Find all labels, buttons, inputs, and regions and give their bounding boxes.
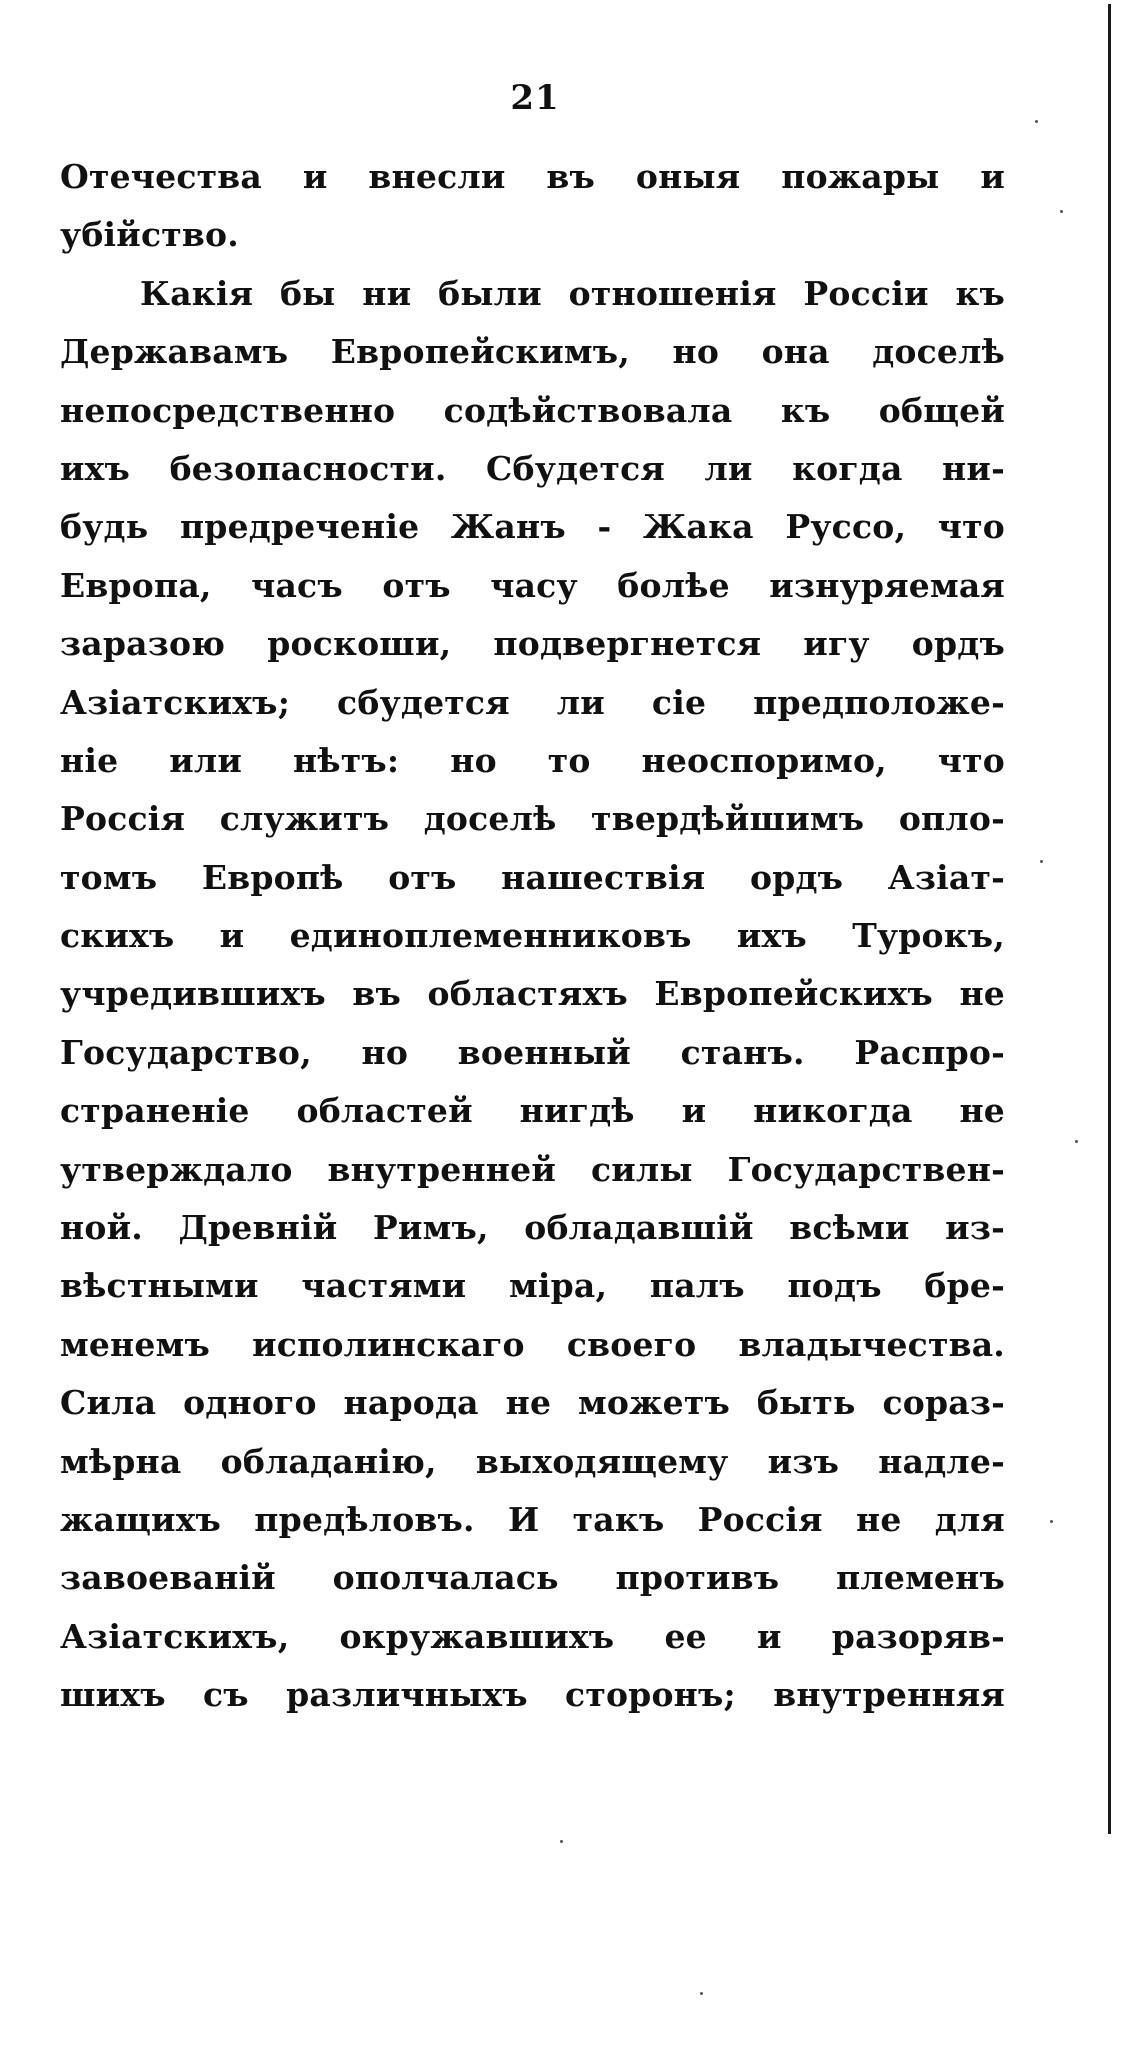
text-line: скихъ и единоплеменниковъ ихъ Турокъ, <box>60 916 1005 956</box>
scan-speck <box>1060 210 1063 213</box>
text-line: Азіатскихъ; сбудется ли сіе предположе- <box>60 682 1005 722</box>
text-line: Державамъ Европейскимъ, но она доселѣ <box>60 332 1005 372</box>
text-line: Россія служитъ доселѣ твердѣйшимъ опло- <box>60 799 1005 839</box>
page-edge-rule <box>1108 4 1111 1834</box>
text-line: менемъ исполинскаго своего владычества. <box>60 1324 1005 1364</box>
text-line: ніе или нѣтъ: но то неоспоримо, что <box>60 740 1005 780</box>
text-line: Какія бы ни были отношенія Россіи къ <box>140 273 1005 313</box>
text-line: заразою роскоши, подвергнется игу ордъ <box>60 624 1005 664</box>
text-line: ихъ безопасности. Сбудется ли когда ни- <box>60 448 1005 488</box>
text-line: мѣрна обладанію, выходящему изъ надле- <box>60 1441 1005 1481</box>
scan-speck <box>700 1992 703 1995</box>
body-text <box>60 148 1005 1725</box>
text-line: завоеваній ополчалась противъ племенъ <box>60 1558 1005 1598</box>
scan-speck <box>1040 860 1043 863</box>
text-line: ной. Древній Римъ, обладавшій всѣми из- <box>60 1208 1005 1248</box>
text-line: непосредственно содѣйствовала къ общей <box>60 390 1005 430</box>
page-number: 21 <box>510 78 560 118</box>
text-line: шихъ съ различныхъ сторонъ; внутренняя <box>60 1675 1005 1715</box>
text-line: Сила одного народа не можетъ быть сораз- <box>60 1383 1005 1423</box>
text-line: утверждало внутренней силы Государствен- <box>60 1149 1005 1189</box>
text-line: томъ Европѣ отъ нашествія ордъ Азіат- <box>60 857 1005 897</box>
scan-speck <box>1050 1520 1053 1523</box>
text-line: вѣстными частями міра, палъ подъ бре- <box>60 1266 1005 1306</box>
text-line: Европа, часъ отъ часу болѣе изнуряемая <box>60 565 1005 605</box>
text-line: жащихъ предѣловъ. И такъ Россія не для <box>60 1499 1005 1539</box>
text-line: Отечества и внесли въ оныя пожары и <box>60 157 1005 196</box>
scan-speck <box>560 1840 563 1843</box>
text-line: будь предреченіе Жанъ - Жака Руссо, что <box>60 507 1005 547</box>
text-line: учредившихъ въ областяхъ Европейскихъ не <box>60 974 1005 1014</box>
text-line: страненіе областей нигдѣ и никогда не <box>60 1091 1005 1131</box>
text-line: убійство. <box>60 215 239 255</box>
text-line: Азіатскихъ, окружавшихъ ее и разоряв- <box>60 1616 1005 1656</box>
scan-speck <box>1075 1140 1078 1143</box>
scan-speck <box>1035 120 1038 123</box>
text-line: Государство, но военный станъ. Распро- <box>60 1032 1005 1072</box>
